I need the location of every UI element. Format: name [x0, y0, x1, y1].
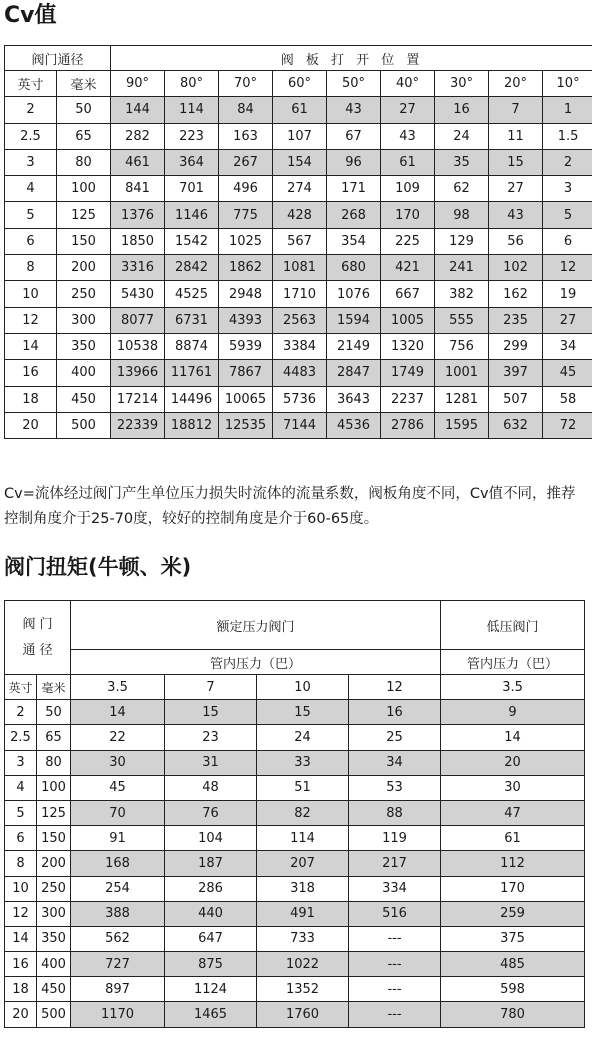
cv-value-cell: 421	[381, 255, 435, 281]
cv-value-cell: 1710	[273, 281, 327, 307]
cv-value-cell: 7144	[273, 412, 327, 438]
cv-mm-cell: 100	[57, 176, 111, 202]
torque-rated-cell: 897	[71, 977, 165, 1002]
torque-table-row	[5, 826, 585, 851]
cv-value-cell: 61	[273, 97, 327, 123]
cv-value-cell: 1595	[435, 412, 489, 438]
cv-value-cell: 18812	[165, 412, 219, 438]
cv-value-cell: 1376	[111, 202, 165, 228]
torque-diameter-line2: 通 径	[22, 642, 53, 658]
torque-inch-cell: 12	[5, 901, 37, 926]
cv-value-cell: 268	[327, 202, 381, 228]
angle-header: 10°	[543, 71, 592, 97]
torque-table-row	[5, 876, 585, 901]
cv-value-cell: 299	[489, 333, 543, 359]
cv-value-cell: 496	[219, 176, 273, 202]
cv-value-cell: 756	[435, 333, 489, 359]
cv-value-cell: 8077	[111, 307, 165, 333]
torque-mm-cell: 100	[37, 775, 71, 800]
cv-value-cell: 2847	[327, 360, 381, 386]
torque-rated-cell: 516	[349, 901, 441, 926]
torque-diameter-header	[5, 601, 71, 675]
torque-table	[4, 600, 585, 1028]
torque-rated-cell: 1170	[71, 1002, 165, 1027]
cv-value-cell: 555	[435, 307, 489, 333]
cv-value-cell: 22339	[111, 412, 165, 438]
angle-header: 90°	[111, 71, 165, 97]
cv-value-cell: 2149	[327, 333, 381, 359]
cv-value-cell: 2842	[165, 255, 219, 281]
cv-value-cell: 3643	[327, 386, 381, 412]
rated-pressure-header: 10	[257, 675, 349, 700]
cv-value-cell: 43	[489, 202, 543, 228]
cv-value-cell: 701	[165, 176, 219, 202]
torque-rated-cell: 15	[165, 700, 257, 725]
cv-value-cell: 680	[327, 255, 381, 281]
cv-table-row	[5, 149, 592, 175]
cv-value-cell: 632	[489, 412, 543, 438]
torque-table-row	[5, 700, 585, 725]
cv-value-cell: 382	[435, 281, 489, 307]
cv-inch-cell: 20	[5, 412, 57, 438]
cv-value-cell: 98	[435, 202, 489, 228]
cv-inch-cell: 2	[5, 97, 57, 123]
cv-value-cell: 364	[165, 149, 219, 175]
cv-value-cell: 282	[111, 123, 165, 149]
cv-value-cell: 17214	[111, 386, 165, 412]
torque-rated-cell: 318	[257, 876, 349, 901]
torque-mm-header: 毫米	[37, 675, 71, 700]
cv-value-cell: 507	[489, 386, 543, 412]
torque-rated-cell: 45	[71, 775, 165, 800]
torque-rated-cell: 217	[349, 851, 441, 876]
torque-inch-cell: 6	[5, 826, 37, 851]
torque-low-cell: 259	[441, 901, 585, 926]
cv-value-cell: 171	[327, 176, 381, 202]
torque-rated-cell: 875	[165, 952, 257, 977]
cv-value-cell: 1.5	[543, 123, 592, 149]
cv-value-cell: 96	[327, 149, 381, 175]
cv-value-cell: 775	[219, 202, 273, 228]
torque-mm-cell: 350	[37, 926, 71, 951]
cv-table-row	[5, 97, 592, 123]
torque-inch-cell: 8	[5, 851, 37, 876]
torque-rated-cell: 168	[71, 851, 165, 876]
torque-inch-cell: 18	[5, 977, 37, 1002]
torque-mm-cell: 65	[37, 725, 71, 750]
mm-header: 毫米	[57, 71, 111, 97]
cv-value-cell: 45	[543, 360, 592, 386]
cv-value-cell: 13966	[111, 360, 165, 386]
rated-pipe-pressure-header: 管内压力（巴）	[71, 650, 441, 675]
torque-rated-cell: 15	[257, 700, 349, 725]
cv-mm-cell: 65	[57, 123, 111, 149]
torque-rated-cell: 104	[165, 826, 257, 851]
torque-diameter-line1: 阀 门	[22, 616, 53, 632]
torque-inch-cell: 20	[5, 1002, 37, 1027]
cv-value-cell: 72	[543, 412, 592, 438]
torque-table-row	[5, 800, 585, 825]
cv-value-cell: 154	[273, 149, 327, 175]
cv-value-cell: 62	[435, 176, 489, 202]
cv-mm-cell: 50	[57, 97, 111, 123]
cv-value-cell: 144	[111, 97, 165, 123]
torque-rated-cell: 733	[257, 926, 349, 951]
cv-inch-cell: 16	[5, 360, 57, 386]
cv-value-cell: 102	[489, 255, 543, 281]
cv-inch-cell: 14	[5, 333, 57, 359]
cv-value-cell: 397	[489, 360, 543, 386]
cv-value-cell: 11	[489, 123, 543, 149]
cv-mm-cell: 350	[57, 333, 111, 359]
cv-value-cell: 4536	[327, 412, 381, 438]
cv-table-row	[5, 360, 592, 386]
angle-header: 40°	[381, 71, 435, 97]
torque-rated-cell: 31	[165, 750, 257, 775]
torque-low-cell: 47	[441, 800, 585, 825]
cv-value-cell: 4393	[219, 307, 273, 333]
torque-inch-cell: 5	[5, 800, 37, 825]
torque-rated-cell: 34	[349, 750, 441, 775]
torque-low-cell: 598	[441, 977, 585, 1002]
torque-rated-cell: 82	[257, 800, 349, 825]
cv-value-cell: 27	[543, 307, 592, 333]
torque-table-row	[5, 775, 585, 800]
cv-value-cell: 567	[273, 228, 327, 254]
angle-header: 20°	[489, 71, 543, 97]
diameter-header: 阀门通径	[5, 46, 111, 71]
torque-table-row	[5, 725, 585, 750]
cv-table-row	[5, 307, 592, 333]
cv-note: Cv=流体经过阀门产生单位压力损失时流体的流量系数，阀板角度不同，Cv值不同，推荐控制角度介于25-70度，较好的控制角度是介于60-65度。	[4, 486, 576, 527]
cv-value-cell: 7867	[219, 360, 273, 386]
cv-value-cell: 107	[273, 123, 327, 149]
angle-header: 30°	[435, 71, 489, 97]
torque-rated-cell: 51	[257, 775, 349, 800]
inch-header: 英寸	[5, 71, 57, 97]
cv-value-cell: 7	[489, 97, 543, 123]
position-header: 阀 板 打 开 位 置	[111, 46, 592, 71]
cv-value-cell: 1320	[381, 333, 435, 359]
cv-mm-cell: 300	[57, 307, 111, 333]
cv-value-cell: 1	[543, 97, 592, 123]
cv-value-cell: 1005	[381, 307, 435, 333]
cv-value-cell: 5736	[273, 386, 327, 412]
torque-rated-cell: 254	[71, 876, 165, 901]
cv-value-cell: 274	[273, 176, 327, 202]
cv-value-cell: 27	[489, 176, 543, 202]
cv-value-cell: 223	[165, 123, 219, 149]
torque-rated-cell: 727	[71, 952, 165, 977]
torque-low-cell: 14	[441, 725, 585, 750]
torque-mm-cell: 200	[37, 851, 71, 876]
cv-value-cell: 16	[435, 97, 489, 123]
cv-table-row	[5, 255, 592, 281]
cv-mm-cell: 250	[57, 281, 111, 307]
cv-inch-cell: 2.5	[5, 123, 57, 149]
cv-mm-cell: 125	[57, 202, 111, 228]
torque-rated-cell: 76	[165, 800, 257, 825]
rated-pressure-header: 12	[349, 675, 441, 700]
cv-table-row	[5, 386, 592, 412]
torque-table-row	[5, 750, 585, 775]
cv-inch-cell: 6	[5, 228, 57, 254]
rated-pressure-header: 3.5	[71, 675, 165, 700]
cv-value-cell: 15	[489, 149, 543, 175]
torque-rated-cell: 286	[165, 876, 257, 901]
cv-value-cell: 34	[543, 333, 592, 359]
cv-mm-cell: 80	[57, 149, 111, 175]
torque-table-row	[5, 952, 585, 977]
torque-rated-cell: ---	[349, 926, 441, 951]
torque-rated-cell: 70	[71, 800, 165, 825]
cv-value-cell: 841	[111, 176, 165, 202]
angle-header: 50°	[327, 71, 381, 97]
torque-rated-cell: 88	[349, 800, 441, 825]
cv-value-cell: 114	[165, 97, 219, 123]
cv-value-cell: 61	[381, 149, 435, 175]
torque-table-row	[5, 977, 585, 1002]
torque-rated-cell: 1352	[257, 977, 349, 1002]
cv-value-cell: 14496	[165, 386, 219, 412]
cv-value-cell: 2786	[381, 412, 435, 438]
torque-rated-cell: 30	[71, 750, 165, 775]
cv-value-cell: 10065	[219, 386, 273, 412]
cv-value-cell: 2237	[381, 386, 435, 412]
cv-value-cell: 24	[435, 123, 489, 149]
torque-inch-cell: 2	[5, 700, 37, 725]
cv-value-cell: 58	[543, 386, 592, 412]
cv-value-cell: 667	[381, 281, 435, 307]
torque-rated-cell: 207	[257, 851, 349, 876]
cv-table-row	[5, 228, 592, 254]
cv-value-cell: 5939	[219, 333, 273, 359]
torque-rated-cell: 91	[71, 826, 165, 851]
torque-mm-cell: 450	[37, 977, 71, 1002]
cv-value-cell: 6731	[165, 307, 219, 333]
torque-rated-cell: 14	[71, 700, 165, 725]
cv-value-cell: 43	[327, 97, 381, 123]
cv-section-title: Cv值	[4, 3, 57, 28]
torque-rated-cell: 114	[257, 826, 349, 851]
torque-low-cell: 30	[441, 775, 585, 800]
cv-value-cell: 1001	[435, 360, 489, 386]
torque-low-cell: 485	[441, 952, 585, 977]
cv-value-cell: 3384	[273, 333, 327, 359]
cv-value-cell: 1862	[219, 255, 273, 281]
torque-rated-cell: 388	[71, 901, 165, 926]
torque-rated-cell: 33	[257, 750, 349, 775]
cv-value-cell: 19	[543, 281, 592, 307]
torque-table-row	[5, 851, 585, 876]
torque-mm-cell: 80	[37, 750, 71, 775]
cv-value-cell: 4483	[273, 360, 327, 386]
cv-value-cell: 1281	[435, 386, 489, 412]
torque-inch-cell: 14	[5, 926, 37, 951]
cv-value-cell: 170	[381, 202, 435, 228]
cv-value-cell: 1749	[381, 360, 435, 386]
cv-value-cell: 1594	[327, 307, 381, 333]
torque-rated-cell: 187	[165, 851, 257, 876]
torque-mm-cell: 125	[37, 800, 71, 825]
torque-inch-cell: 3	[5, 750, 37, 775]
torque-mm-cell: 50	[37, 700, 71, 725]
angle-header: 60°	[273, 71, 327, 97]
cv-value-cell: 5430	[111, 281, 165, 307]
cv-value-cell: 56	[489, 228, 543, 254]
cv-inch-cell: 3	[5, 149, 57, 175]
cv-inch-cell: 8	[5, 255, 57, 281]
cv-inch-cell: 18	[5, 386, 57, 412]
cv-table-row	[5, 412, 592, 438]
torque-rated-cell: 1465	[165, 1002, 257, 1027]
cv-value-cell: 4525	[165, 281, 219, 307]
cv-table-row	[5, 123, 592, 149]
torque-low-cell: 61	[441, 826, 585, 851]
torque-rated-cell: 1022	[257, 952, 349, 977]
torque-inch-header: 英寸	[5, 675, 37, 700]
cv-value-cell: 5	[543, 202, 592, 228]
cv-table	[4, 45, 592, 439]
torque-section-title: 阀门扭矩(牛顿、米)	[4, 555, 192, 579]
torque-rated-cell: ---	[349, 977, 441, 1002]
angle-header: 80°	[165, 71, 219, 97]
torque-inch-cell: 16	[5, 952, 37, 977]
torque-rated-cell: ---	[349, 1002, 441, 1027]
torque-rated-cell: 647	[165, 926, 257, 951]
torque-low-cell: 170	[441, 876, 585, 901]
cv-value-cell: 109	[381, 176, 435, 202]
rated-pressure-header: 7	[165, 675, 257, 700]
cv-value-cell: 461	[111, 149, 165, 175]
cv-value-cell: 354	[327, 228, 381, 254]
cv-inch-cell: 4	[5, 176, 57, 202]
torque-rated-cell: 491	[257, 901, 349, 926]
torque-rated-cell: 1760	[257, 1002, 349, 1027]
cv-inch-cell: 5	[5, 202, 57, 228]
torque-low-cell: 375	[441, 926, 585, 951]
torque-rated-cell: 24	[257, 725, 349, 750]
rated-valve-header: 额定压力阀门	[71, 601, 441, 650]
cv-table-row	[5, 333, 592, 359]
cv-table-row	[5, 176, 592, 202]
torque-inch-cell: 2.5	[5, 725, 37, 750]
cv-value-cell: 12	[543, 255, 592, 281]
cv-value-cell: 1025	[219, 228, 273, 254]
torque-low-cell: 112	[441, 851, 585, 876]
cv-value-cell: 67	[327, 123, 381, 149]
torque-low-cell: 20	[441, 750, 585, 775]
torque-rated-cell: 23	[165, 725, 257, 750]
torque-rated-cell: 334	[349, 876, 441, 901]
torque-rated-cell: 119	[349, 826, 441, 851]
cv-value-cell: 235	[489, 307, 543, 333]
torque-rated-cell: ---	[349, 952, 441, 977]
cv-value-cell: 3	[543, 176, 592, 202]
cv-mm-cell: 450	[57, 386, 111, 412]
cv-table-row	[5, 281, 592, 307]
cv-value-cell: 1146	[165, 202, 219, 228]
cv-value-cell: 1850	[111, 228, 165, 254]
angle-header: 70°	[219, 71, 273, 97]
cv-value-cell: 84	[219, 97, 273, 123]
cv-value-cell: 2948	[219, 281, 273, 307]
cv-value-cell: 8874	[165, 333, 219, 359]
torque-rated-cell: 562	[71, 926, 165, 951]
cv-value-cell: 6	[543, 228, 592, 254]
torque-low-cell: 9	[441, 700, 585, 725]
cv-value-cell: 35	[435, 149, 489, 175]
low-pipe-pressure-header: 管内压力（巴）	[441, 650, 585, 675]
torque-table-row	[5, 926, 585, 951]
cv-mm-cell: 150	[57, 228, 111, 254]
cv-value-cell: 12535	[219, 412, 273, 438]
cv-value-cell: 162	[489, 281, 543, 307]
cv-inch-cell: 12	[5, 307, 57, 333]
cv-value-cell: 163	[219, 123, 273, 149]
torque-inch-cell: 4	[5, 775, 37, 800]
torque-rated-cell: 53	[349, 775, 441, 800]
torque-rated-cell: 440	[165, 901, 257, 926]
cv-value-cell: 129	[435, 228, 489, 254]
low-pressure-header: 3.5	[441, 675, 585, 700]
cv-value-cell: 2563	[273, 307, 327, 333]
torque-mm-cell: 150	[37, 826, 71, 851]
cv-value-cell: 10538	[111, 333, 165, 359]
cv-mm-cell: 400	[57, 360, 111, 386]
torque-rated-cell: 16	[349, 700, 441, 725]
cv-value-cell: 27	[381, 97, 435, 123]
torque-mm-cell: 300	[37, 901, 71, 926]
torque-rated-cell: 48	[165, 775, 257, 800]
torque-table-row	[5, 901, 585, 926]
cv-value-cell: 2	[543, 149, 592, 175]
cv-value-cell: 1081	[273, 255, 327, 281]
cv-value-cell: 241	[435, 255, 489, 281]
cv-inch-cell: 10	[5, 281, 57, 307]
cv-value-cell: 267	[219, 149, 273, 175]
cv-value-cell: 1076	[327, 281, 381, 307]
cv-mm-cell: 500	[57, 412, 111, 438]
cv-value-cell: 225	[381, 228, 435, 254]
cv-value-cell: 1542	[165, 228, 219, 254]
torque-rated-cell: 25	[349, 725, 441, 750]
torque-mm-cell: 250	[37, 876, 71, 901]
torque-mm-cell: 500	[37, 1002, 71, 1027]
torque-table-row	[5, 1002, 585, 1027]
torque-inch-cell: 10	[5, 876, 37, 901]
cv-value-cell: 428	[273, 202, 327, 228]
cv-table-row	[5, 202, 592, 228]
low-valve-header: 低压阀门	[441, 601, 585, 650]
cv-value-cell: 11761	[165, 360, 219, 386]
torque-rated-cell: 1124	[165, 977, 257, 1002]
torque-mm-cell: 400	[37, 952, 71, 977]
cv-value-cell: 43	[381, 123, 435, 149]
cv-mm-cell: 200	[57, 255, 111, 281]
torque-low-cell: 780	[441, 1002, 585, 1027]
torque-rated-cell: 22	[71, 725, 165, 750]
cv-value-cell: 3316	[111, 255, 165, 281]
